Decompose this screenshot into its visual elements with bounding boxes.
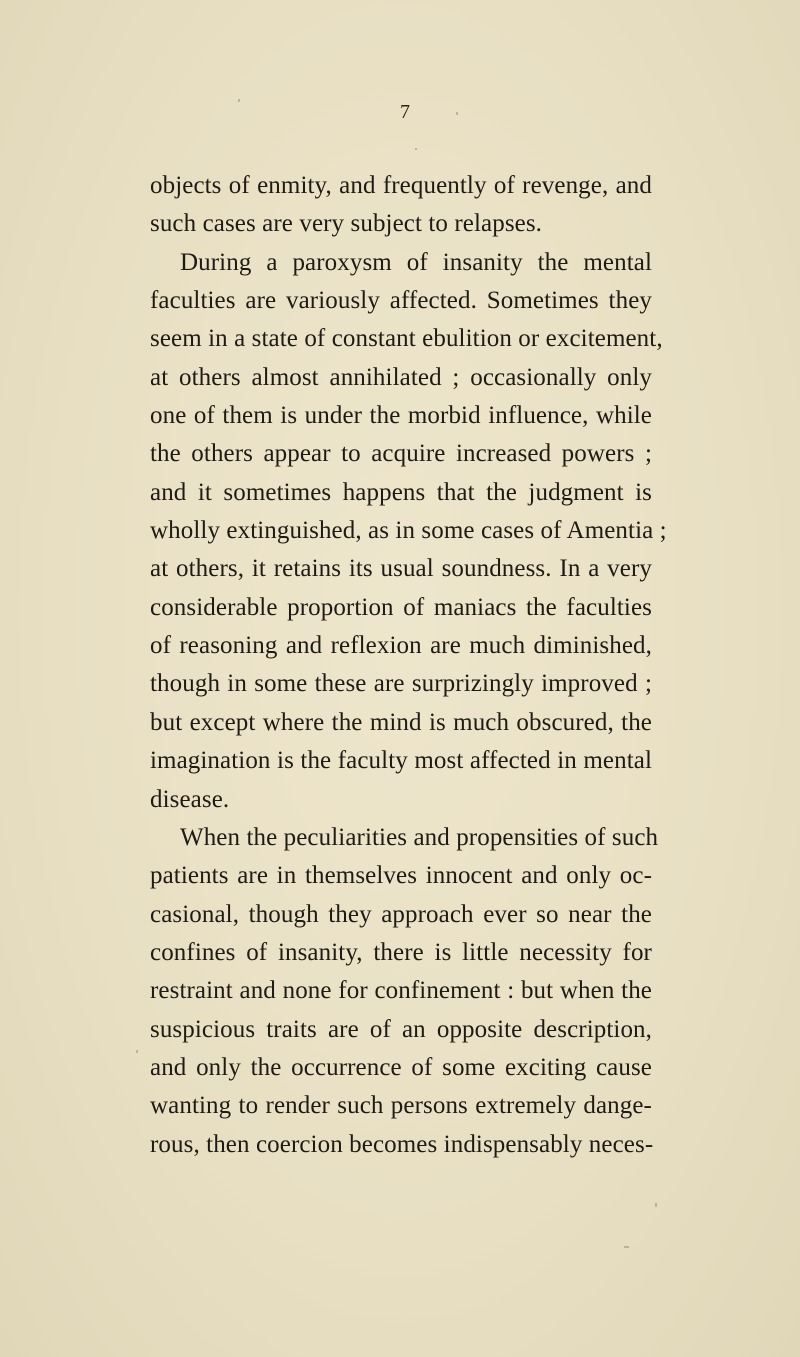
paper-speck: [456, 112, 458, 115]
text-line: patients are in themselves innocent and only oc-: [150, 862, 652, 890]
text-line: but except where the mind is much obscured, the: [150, 708, 652, 736]
text-line: confines of insanity, there is little necessity for: [150, 938, 652, 966]
page-number: 7: [400, 101, 410, 123]
paper-speck: [624, 1246, 629, 1248]
text-line: of reasoning and reflexion are much diminished,: [150, 632, 652, 660]
text-line: seem in a state of constant ebulition or excitement,: [150, 325, 663, 353]
text-line: faculties are variously affected. Sometimes they: [150, 287, 652, 315]
text-line: objects of enmity, and frequently of revenge, and: [150, 172, 652, 199]
paper-speck: [238, 99, 240, 102]
text-line: one of them is under the morbid influence, while: [150, 402, 652, 430]
text-line: at others, it retains its usual soundness. In a very: [150, 555, 652, 583]
body-text: [150, 167, 667, 1164]
text-line: such cases are very subject to relapses.: [150, 210, 543, 238]
text-line: rous, then coercion becomes indispensably neces-: [150, 1130, 654, 1158]
text-line: imagination is the faculty most affected in mental: [150, 747, 652, 775]
paper-speck: [415, 148, 417, 150]
text-line: wanting to render such persons extremely dange-: [150, 1092, 652, 1120]
text-line: and it sometimes happens that the judgment is: [150, 478, 652, 506]
paragraph-start-line: When the peculiarities and propensities of such: [180, 823, 659, 851]
paper-speck: [655, 1203, 657, 1207]
text-line: considerable proportion of maniacs the faculties: [150, 593, 652, 621]
text-line: wholly extinguished, as in some cases of Amentia ;: [150, 517, 667, 545]
text-line: the others appear to acquire increased powers ;: [150, 440, 652, 468]
paper-speck: [136, 1050, 138, 1053]
text-line: restraint and none for confinement : but when the: [150, 977, 652, 1005]
text-line: at others almost annihilated ; occasionally only: [150, 363, 652, 391]
text-line: disease.: [150, 785, 230, 813]
text-line: casional, though they approach ever so near the: [150, 900, 652, 928]
paragraph-start-line: During a paroxysm of insanity the mental: [180, 248, 652, 276]
text-line: and only the occurrence of some exciting cause: [150, 1053, 652, 1081]
text-line: suspicious traits are of an opposite description,: [150, 1015, 652, 1043]
text-line: though in some these are surprizingly improved ;: [150, 670, 652, 698]
